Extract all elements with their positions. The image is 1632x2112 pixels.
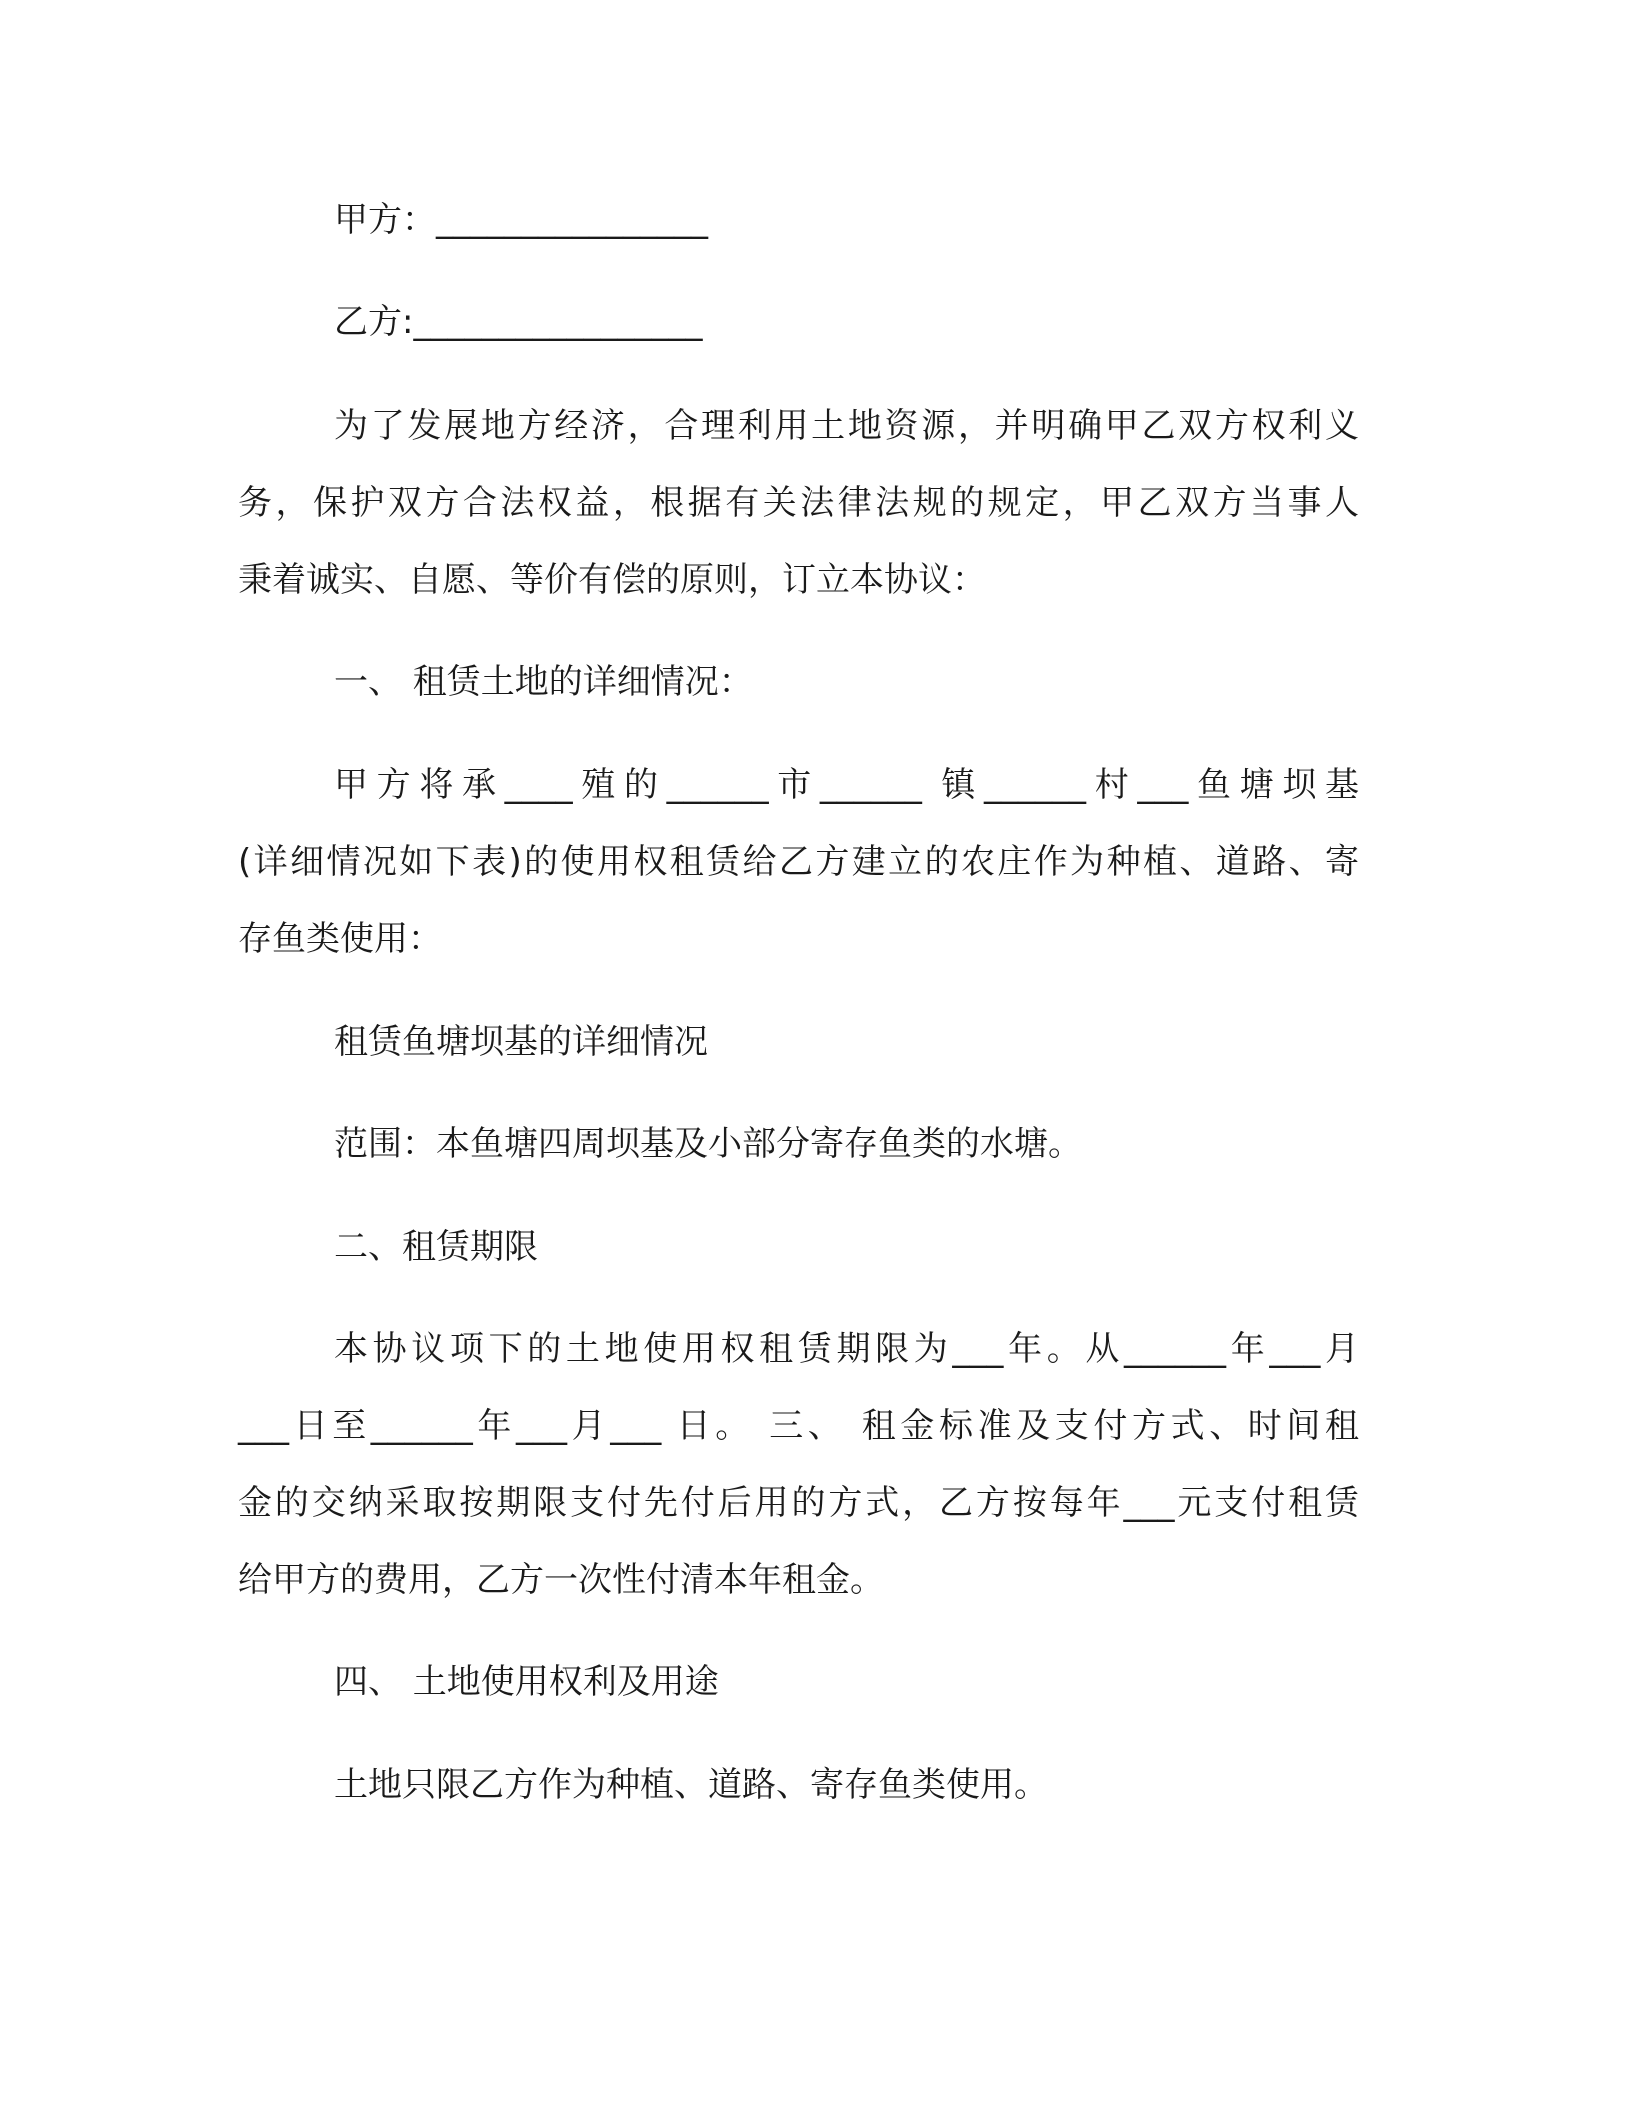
intro-line-1: 为了发展地方经济，合理利用土地资源，并明确甲乙双方权利义 xyxy=(334,406,1359,446)
section4-line-1: 土地只限乙方作为种植、道路、寄存鱼类使用。 xyxy=(334,1765,1048,1805)
section2-line-3: 金的交纳采取按期限支付先付后用的方式，乙方按每年___元支付租赁 xyxy=(238,1483,1359,1523)
section4-heading: 四、 土地使用权利及用途 xyxy=(334,1662,719,1702)
section1-heading: 一、 租赁土地的详细情况： xyxy=(334,662,753,702)
section2-heading: 二、租赁期限 xyxy=(334,1227,538,1267)
intro-line-2: 务，保护双方合法权益，根据有关法律法规的规定，甲乙双方当事人 xyxy=(238,483,1359,523)
section1-line-1: 甲方将承____殖的______市______ 镇______村___鱼塘坝基 xyxy=(334,765,1359,805)
party-a-line: 甲方：________________ xyxy=(334,200,708,240)
scope-line: 范围：本鱼塘四周坝基及小部分寄存鱼类的水塘。 xyxy=(334,1124,1082,1164)
table-caption: 租赁鱼塘坝基的详细情况 xyxy=(334,1022,708,1062)
section1-line-2: (详细情况如下表)的使用权租赁给乙方建立的农庄作为种植、道路、寄 xyxy=(238,842,1359,882)
section2-line-2: ___日至______年___月___ 日。 三、 租金标准及支付方式、时间租 xyxy=(238,1406,1359,1446)
section2-line-4: 给甲方的费用，乙方一次性付清本年租金。 xyxy=(238,1560,884,1600)
intro-line-3: 秉着诚实、自愿、等价有偿的原则，订立本协议： xyxy=(238,560,986,600)
section2-line-1: 本协议项下的土地使用权租赁期限为___年。从______年___月 xyxy=(334,1329,1359,1369)
section1-line-3: 存鱼类使用： xyxy=(238,919,442,959)
party-b-line: 乙方:_________________ xyxy=(334,302,703,342)
